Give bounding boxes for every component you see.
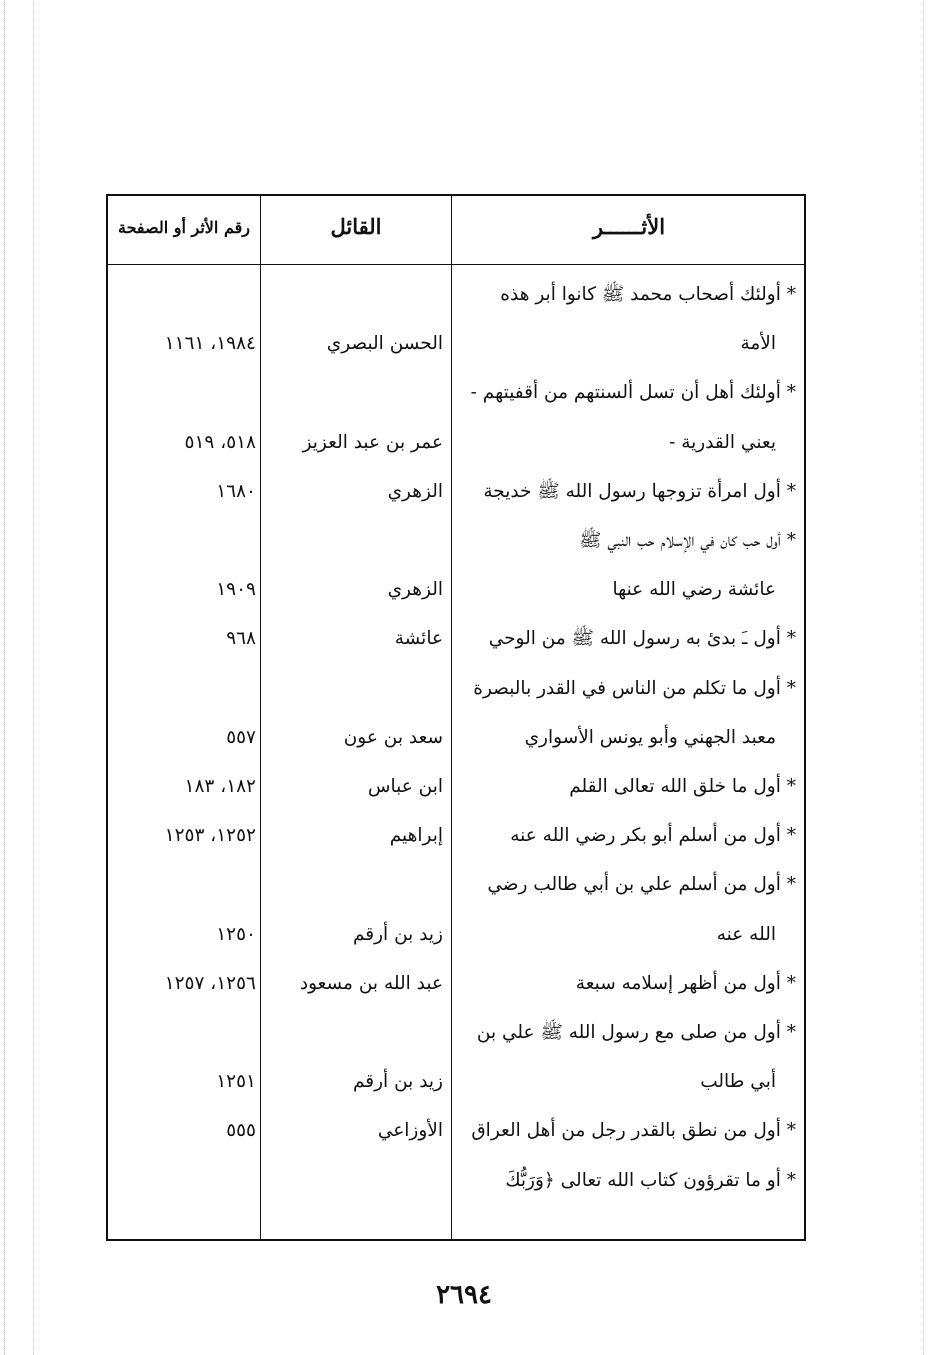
athar-cell: * أول من أسلم أبو بكر رضي الله عنه — [510, 825, 796, 847]
ref-cell — [120, 368, 256, 417]
table-row — [108, 418, 804, 467]
athar-cell: * أول ما تكلم من الناس في القدر بالبصرة — [473, 677, 796, 699]
header-athar: الأثــــــر — [592, 214, 666, 239]
athar-cell: معبد الجهني وأبو يونس الأسواري — [524, 726, 776, 748]
table-row — [108, 467, 804, 516]
qaail-cell — [261, 516, 443, 565]
qaail-cell: عائشة — [394, 628, 443, 650]
ref-cell: ١٢٥٠ — [216, 923, 256, 945]
ref-cell: ٩٦٨ — [226, 628, 256, 650]
qaail-cell: زيد بن أرقم — [352, 923, 443, 945]
qaail-cell: الحسن البصري — [326, 333, 443, 355]
ref-cell: ١٢٥٢، ١٢٥٣ — [164, 825, 256, 847]
qaail-cell — [261, 1156, 443, 1205]
page-number: ٢٦٩٤ — [436, 1280, 492, 1310]
qaail-cell — [261, 270, 443, 319]
scan-edge-right — [893, 0, 924, 1355]
table-row — [108, 811, 804, 860]
table-row — [108, 565, 804, 614]
athar-cell: * أو ما تقرؤون كتاب الله تعالى ﴿وَرَبُّكَ — [505, 1169, 796, 1191]
ref-cell — [120, 1008, 256, 1057]
index-table — [106, 194, 806, 1241]
athar-cell: * أول من أسلم علي بن أبي طالب رضي — [487, 874, 796, 896]
athar-cell: الأمة — [740, 333, 776, 355]
ref-cell: ١٦٨٠ — [216, 480, 256, 502]
table-row — [108, 614, 804, 663]
table-row — [108, 713, 804, 762]
athar-cell: * أولئك أصحاب محمد ﷺ كانوا أبر هذه — [500, 284, 796, 305]
table-row — [108, 860, 804, 909]
athar-cell: * أول من صلى مع رسول الله ﷺ علي بن — [476, 1022, 796, 1043]
table-row — [108, 1008, 804, 1057]
qaail-cell: الزهري — [387, 480, 443, 502]
athar-cell: أبي طالب — [700, 1071, 776, 1093]
table-row — [108, 368, 804, 417]
table-row — [108, 910, 804, 959]
athar-cell: * أول ما خلق الله تعالى القلم — [569, 776, 796, 797]
table-row — [108, 270, 804, 319]
header-qaail: القائل — [330, 214, 382, 239]
qaail-cell — [261, 1008, 443, 1057]
table-row — [108, 959, 804, 1008]
table-row — [108, 1057, 804, 1106]
table-row — [108, 516, 804, 565]
qaail-cell: عمر بن عبد العزيز — [302, 431, 443, 453]
athar-cell: الله عنه — [716, 923, 776, 945]
ref-cell: ٥٥٧ — [226, 726, 256, 748]
table-row — [108, 319, 804, 368]
table-row — [108, 664, 804, 713]
athar-cell: * أولئك أهل أن تسل ألسنتهم من أقفيتهم - — [470, 382, 796, 404]
qaail-cell: زيد بن أرقم — [352, 1071, 443, 1093]
qaail-cell — [261, 368, 443, 417]
athar-cell: عائشة رضي الله عنها — [612, 579, 776, 601]
table-row — [108, 762, 804, 811]
ref-cell — [120, 664, 256, 713]
header-ref: رقم الأثر أو الصفحة — [118, 218, 250, 237]
ref-cell — [120, 860, 256, 909]
athar-cell: * أول حب كان في الإسلام حب النبي ﷺ — [579, 530, 796, 551]
ref-cell — [120, 270, 256, 319]
athar-cell: * أول امرأة تزوجها رسول الله ﷺ خديجة — [483, 480, 796, 502]
qaail-cell: الأوزاعي — [377, 1120, 443, 1142]
ref-cell — [120, 516, 256, 565]
ref-cell: ١٢٥٦، ١٢٥٧ — [164, 972, 256, 994]
ref-cell: ١٨٢، ١٨٣ — [184, 776, 256, 797]
ref-cell: ١٩٨٤، ١١٦١ — [164, 333, 256, 355]
ref-cell: ٥١٨، ٥١٩ — [184, 431, 256, 453]
ref-cell — [120, 1156, 256, 1205]
ref-cell: ١٢٥١ — [216, 1071, 256, 1093]
qaail-cell — [261, 860, 443, 909]
athar-cell: * أول من أظهر إسلامه سبعة — [575, 972, 796, 994]
qaail-cell: ابن عباس — [367, 776, 443, 797]
qaail-cell: سعد بن عون — [343, 726, 443, 748]
qaail-cell: الزهري — [387, 579, 443, 601]
qaail-cell: عبد الله بن مسعود — [299, 972, 443, 994]
scan-edge-left — [4, 0, 65, 1355]
qaail-cell — [261, 664, 443, 713]
ref-cell: ٥٥٥ — [226, 1120, 256, 1142]
header-divider — [108, 264, 804, 265]
athar-cell: * أول من نطق بالقدر رجل من أهل العراق — [471, 1120, 796, 1142]
table-row — [108, 1106, 804, 1155]
athar-cell: * أول ﹷ ﺑﺪﺉ ﺑﻪ رسول الله ﷺ من الوحي — [488, 628, 796, 650]
qaail-cell: إبراهيم — [389, 825, 443, 847]
table-row — [108, 1156, 804, 1205]
ref-cell: ١٩٠٩ — [216, 579, 256, 601]
athar-cell: يعني القدرية - — [669, 431, 776, 453]
